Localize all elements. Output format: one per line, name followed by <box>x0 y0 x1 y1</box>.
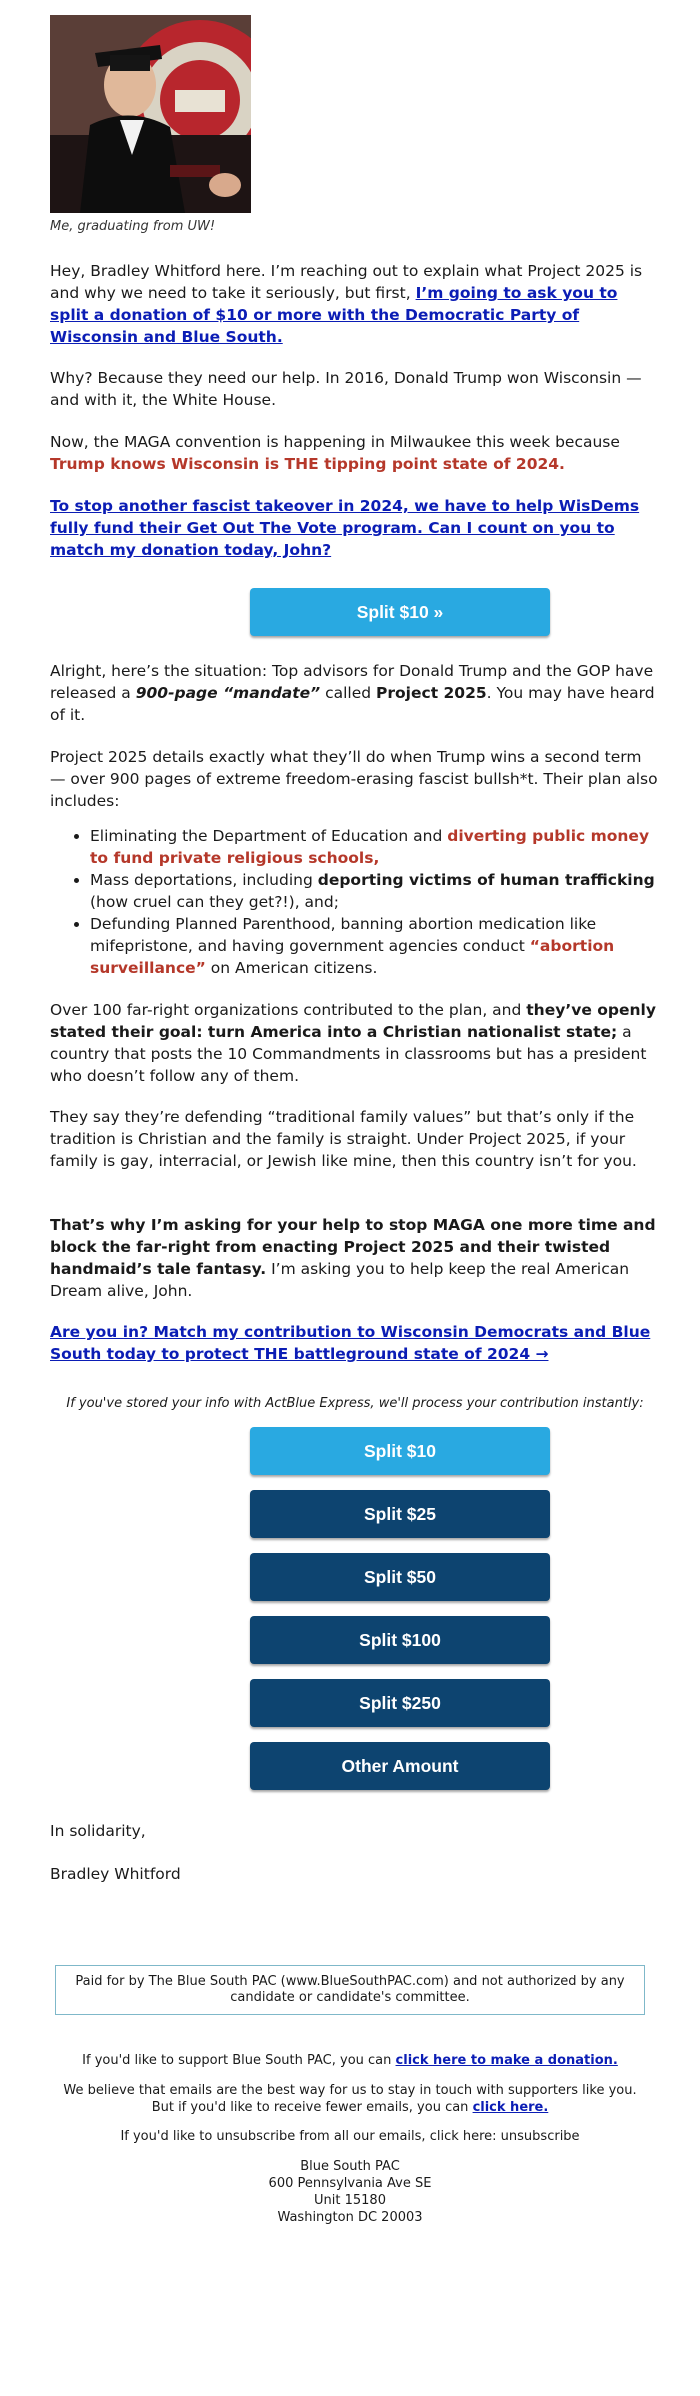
bullet-text: Eliminating the Department of Education and <box>90 827 448 845</box>
situation-paragraph-4: They say they’re defending “traditional family values” but that’s only if the tradition is Christian and the family is straight. Under Project 2025, if your family is gay, interracial, or Jewish like mine, then this country isn’t for you. <box>50 1108 637 1170</box>
situation-text-c: called <box>320 684 377 702</box>
fewer-emails-link[interactable]: click here. <box>472 2100 549 2115</box>
support-text: If you'd like to support Blue South PAC, you can <box>82 2053 396 2068</box>
address-line: Washington DC 20003 <box>277 2210 423 2225</box>
split-100-button[interactable]: Split $100 <box>250 1616 550 1664</box>
fewer-emails-text: We believe that emails are the best way for us to stay in touch with supporters like you. But if you'd like to receive fewer emails, you can <box>63 2083 637 2115</box>
paid-for-disclaimer: Paid for by The Blue South PAC (www.BlueSouthPAC.com) and not authorized by any candidate or candidate's committee. <box>55 1965 645 2015</box>
graduation-photo <box>50 15 251 213</box>
tipping-point-highlight: Trump knows Wisconsin is THE tipping point state of 2024. <box>50 455 565 473</box>
christian-nationalist-emphasis: they’ve openly stated their goal: turn America into a Christian nationalist state; <box>50 1001 656 1041</box>
intro-paragraph-2: Why? Because they need our help. In 2016, Donald Trump won Wisconsin — and with it, the White House. <box>50 369 642 409</box>
mailing-address <box>50 2158 650 2226</box>
actblue-express-note: If you've stored your info with ActBlue Express, we'll process your contribution instantly: <box>66 1396 644 1411</box>
list-item <box>90 825 660 869</box>
unsubscribe-line[interactable]: If you'd like to unsubscribe from all our emails, click here: unsubscribe <box>120 2129 580 2144</box>
bullet-text-tail: on American citizens. <box>205 959 378 977</box>
gotv-match-link[interactable]: To stop another fascist takeover in 2024, we have to help WisDems fully fund their Get Out The Vote program. Can I count on you to match my donation today, John? <box>50 497 640 559</box>
address-line: Blue South PAC <box>300 2159 400 2174</box>
other-amount-button[interactable]: Other Amount <box>250 1742 550 1790</box>
split-25-button[interactable]: Split $25 <box>250 1490 550 1538</box>
situation-paragraph-3 <box>50 999 660 1087</box>
stop-maga-emphasis: That’s why I’m asking for your help to stop MAGA one more time and block the far-right from enacting Project 2025 and their twisted handmaid’s tale fantasy. <box>50 1216 656 1278</box>
battleground-match-link[interactable]: Are you in? Match my contribution to Wisconsin Democrats and Blue South today to protect THE battleground state of 2024 → <box>50 1323 651 1363</box>
fewer-emails-line <box>60 2082 640 2116</box>
abortion-surveillance-highlight: “abortion surveillance” <box>90 937 615 977</box>
religious-schools-highlight: diverting public money to fund private religious schools, <box>90 827 650 867</box>
support-line <box>50 2052 650 2069</box>
list-item <box>90 913 660 979</box>
split-10-primary-button[interactable]: Split $10 » <box>250 588 550 636</box>
address-line: 600 Pennsylvania Ave SE <box>268 2176 432 2191</box>
intro-text: Hey, Bradley Whitford here. I’m reaching out to explain what Project 2025 is and why we need to take it seriously, but first, <box>50 262 643 302</box>
signoff-closing: In solidarity, <box>50 1822 146 1840</box>
address-line: Unit 15180 <box>314 2193 386 2208</box>
intro-paragraph-3 <box>50 431 660 475</box>
split-10-button[interactable]: Split $10 <box>250 1427 550 1475</box>
bullet-text: Mass deportations, including <box>90 871 318 889</box>
convention-text: Now, the MAGA convention is happening in Milwaukee this week because <box>50 433 620 451</box>
bullet-text-tail: (how cruel can they get?!), and; <box>90 893 339 911</box>
orgs-text: Over 100 far-right organizations contributed to the plan, and <box>50 1001 527 1019</box>
intro-paragraph-4 <box>50 495 660 561</box>
deport-victims-emphasis: deporting victims of human trafficking <box>317 871 655 889</box>
split-donation-link[interactable]: I’m going to ask you to split a donation of $10 or more with the Democratic Party of Wisconsin and Blue South. <box>50 284 618 346</box>
situation-paragraph-1 <box>50 660 660 726</box>
split-50-button[interactable]: Split $50 <box>250 1553 550 1601</box>
situation-paragraph-2: Project 2025 details exactly what they’ll do when Trump wins a second term — over 900 pages of extreme freedom-erasing fascist bullsh*t. Their plan also includes: <box>50 748 658 810</box>
intro-paragraph-1 <box>50 260 660 348</box>
american-dream-text: I’m asking you to help keep the real American Dream alive, John. <box>50 1260 630 1300</box>
split-250-button[interactable]: Split $250 <box>250 1679 550 1727</box>
situation-paragraph-5 <box>50 1214 660 1302</box>
project-2025-emphasis: Project 2025 <box>376 684 487 702</box>
situation-paragraph-6 <box>50 1321 660 1365</box>
mandate-emphasis: 900-page “mandate” <box>135 684 321 702</box>
plan-list <box>50 825 660 979</box>
situation-text-e: . You may have heard of it. <box>50 684 655 724</box>
make-donation-link[interactable]: click here to make a donation. <box>395 2053 618 2068</box>
bullet-text: Defunding Planned Parenthood, banning abortion medication like mifepristone, and having government agencies conduct <box>90 915 597 955</box>
situation-text-a: Alright, here’s the situation: Top advisors for Donald Trump and the GOP have released a <box>50 662 654 702</box>
orgs-text-tail: a country that posts the 10 Commandments in classrooms but has a president who doesn’t follow any of them. <box>50 1023 647 1085</box>
photo-caption: Me, graduating from UW! <box>50 219 216 234</box>
signoff-name: Bradley Whitford <box>50 1865 181 1883</box>
list-item <box>90 869 660 913</box>
